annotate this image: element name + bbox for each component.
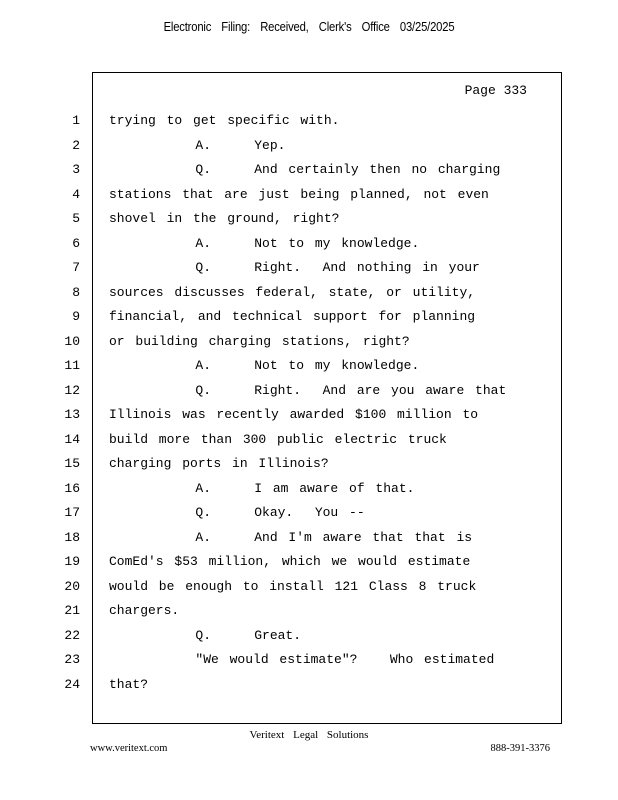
transcript-line [0, 209, 618, 233]
transcript-line [0, 405, 618, 429]
line-number: 11 [64, 358, 80, 373]
transcript-line [0, 332, 618, 356]
transcript-line [0, 185, 618, 209]
line-text: or building charging stations, right? [109, 333, 410, 349]
line-text: stations that are just being planned, not even [109, 186, 489, 202]
line-text: sources discusses federal, state, or utility, [109, 284, 476, 300]
line-text: Q. And certainly then no charging [109, 162, 501, 177]
line-number: 9 [72, 309, 80, 324]
line-number: 3 [72, 162, 80, 177]
line-number: 1 [72, 113, 80, 128]
line-number: 19 [64, 554, 80, 569]
line-number: 22 [64, 627, 80, 643]
line-text: "We would estimate"? Who estimated [109, 652, 495, 667]
transcript-line [0, 626, 618, 650]
line-text: Q. Great. [109, 627, 302, 643]
transcript-line [0, 528, 618, 552]
line-number: 6 [72, 235, 80, 251]
line-number: 13 [64, 407, 80, 422]
line-text: Q. Right. And are you aware that [109, 382, 507, 398]
line-number: 2 [72, 137, 80, 153]
line-text: A. Not to my knowledge. [109, 358, 420, 373]
line-number: 20 [64, 578, 80, 594]
line-number: 10 [64, 333, 80, 349]
line-text: ComEd's $53 million, which we would estimate [109, 554, 471, 569]
transcript-line [0, 381, 618, 405]
transcript-line [0, 258, 618, 282]
line-number: 16 [64, 480, 80, 496]
transcript-line [0, 307, 618, 331]
transcript-line [0, 430, 618, 454]
line-text: A. Not to my knowledge. [109, 235, 420, 251]
line-number: 17 [64, 505, 80, 520]
line-number: 7 [72, 260, 80, 275]
line-number: 23 [64, 652, 80, 667]
transcript-line [0, 356, 618, 380]
line-number: 21 [64, 603, 80, 618]
transcript-line [0, 479, 618, 503]
transcript-line [0, 601, 618, 625]
footer-phone: 888-391-3376 [490, 743, 550, 754]
transcript-line [0, 111, 618, 135]
line-text: Q. Okay. You -- [109, 505, 365, 520]
line-text: Illinois was recently awarded $100 million to [109, 407, 479, 422]
line-number: 4 [72, 186, 80, 202]
transcript-line [0, 160, 618, 184]
filing-stamp-header: Electronic Filing: Received, Clerk's Office 03/25/2025 [163, 20, 455, 34]
line-text: A. I am aware of that. [109, 480, 415, 496]
line-text: financial, and technical support for planning [109, 309, 476, 324]
line-number: 8 [72, 284, 80, 300]
transcript-line [0, 136, 618, 160]
footer-company-name: Veritext Legal Solutions [249, 729, 369, 741]
transcript-line [0, 552, 618, 576]
line-text: Q. Right. And nothing in your [109, 260, 480, 275]
line-number: 24 [64, 676, 80, 692]
line-text: would be enough to install 121 Class 8 truck [109, 578, 477, 594]
line-number: 14 [64, 431, 80, 447]
page-number: Page 333 [464, 83, 527, 98]
transcript-line [0, 650, 618, 674]
transcript-line [0, 577, 618, 601]
line-text: charging ports in Illinois? [109, 456, 329, 471]
footer-website: www.veritext.com [90, 743, 168, 754]
line-text: chargers. [109, 603, 180, 618]
transcript-line [0, 454, 618, 478]
transcript-line [0, 283, 618, 307]
transcript-line [0, 503, 618, 527]
line-number: 18 [64, 529, 80, 545]
line-text: build more than 300 public electric truck [109, 431, 447, 447]
line-text: shovel in the ground, right? [109, 211, 340, 226]
line-text: A. And I'm aware that that is [109, 529, 473, 545]
line-number: 15 [64, 456, 80, 471]
transcript-line [0, 675, 618, 699]
line-text: trying to get specific with. [109, 113, 340, 128]
line-text: that? [109, 676, 149, 692]
line-number: 12 [64, 382, 80, 398]
transcript-line [0, 234, 618, 258]
line-text: A. Yep. [109, 137, 286, 153]
line-number: 5 [72, 211, 80, 226]
